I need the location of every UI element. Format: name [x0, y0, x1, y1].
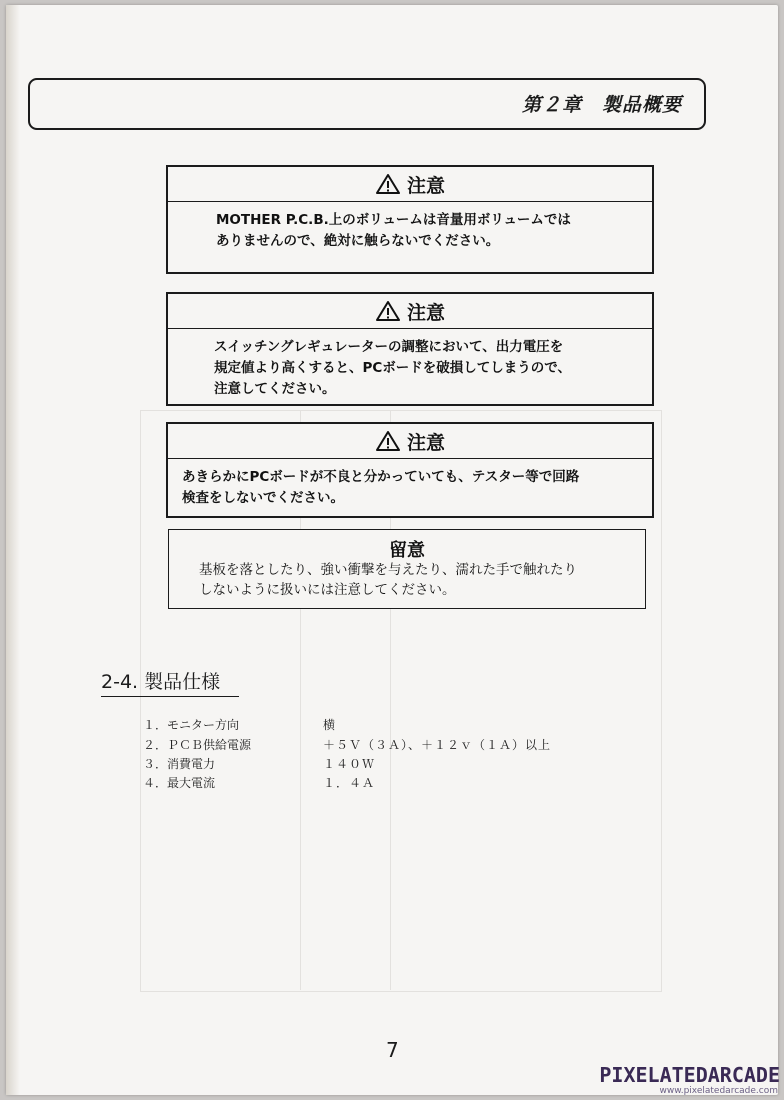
caution-line: 検査をしないでください。 — [182, 490, 344, 506]
note-box — [168, 529, 646, 609]
section-title: 2-4. 製品仕様 — [101, 667, 239, 697]
chapter-header — [28, 78, 706, 130]
spec-value: 横 — [323, 718, 337, 732]
caution-title-text: 注意 — [406, 174, 445, 197]
spec-name: ２．ＰＣＢ供給電源 — [143, 738, 252, 752]
spec-value: ＋５Ｖ（３Ａ）、＋１２ｖ（１Ａ）以上 — [323, 738, 552, 752]
warning-triangle-icon — [375, 300, 401, 322]
caution-title — [168, 424, 652, 459]
caution-box-3 — [166, 422, 654, 518]
watermark-logo: PIXELATEDARCADE — [599, 1063, 780, 1087]
caution-body — [168, 202, 652, 252]
chapter-title: 第２章 製品概要 — [521, 94, 682, 116]
spec-value: １４０Ｗ — [323, 757, 376, 771]
caution-body — [168, 329, 652, 400]
watermark-url: www.pixelatedarcade.com — [659, 1086, 778, 1096]
page-number: 7 — [386, 1038, 399, 1062]
spec-name: ３．消費電力 — [143, 757, 216, 771]
note-body — [169, 560, 645, 600]
caution-title-text: 注意 — [406, 431, 445, 454]
caution-box-1 — [166, 165, 654, 274]
caution-title-text: 注意 — [406, 301, 445, 324]
caution-line: 規定値より高くすると、PCボードを破損してしまうので、 — [214, 360, 572, 376]
spec-name: ４．最大電流 — [143, 776, 216, 790]
caution-title — [168, 294, 652, 329]
note-line: しないように扱いには注意してください。 — [199, 582, 456, 598]
caution-title — [168, 167, 652, 202]
note-line: 基板を落としたり、強い衝撃を与えたり、濡れた手で触れたり — [199, 562, 577, 578]
spec-value: １．４Ａ — [323, 776, 376, 790]
warning-triangle-icon — [375, 173, 401, 195]
page-spine — [6, 5, 20, 1095]
warning-triangle-icon — [375, 430, 401, 452]
caution-line: スイッチングレギュレーターの調整において、出力電圧を — [214, 339, 564, 355]
caution-line: あきらかにPCボードが不良と分かっていても、テスター等で回路 — [182, 469, 580, 485]
note-title: 留意 — [389, 540, 425, 561]
caution-line: 注意してください。 — [214, 381, 336, 397]
spec-name: １．モニター方向 — [143, 718, 240, 732]
caution-line: ありませんので、絶対に触らないでください。 — [216, 233, 500, 249]
caution-line: MOTHER P.C.B.上のボリュームは音量用ボリュームでは — [216, 212, 571, 228]
caution-box-2 — [166, 292, 654, 406]
caution-body — [168, 459, 652, 509]
